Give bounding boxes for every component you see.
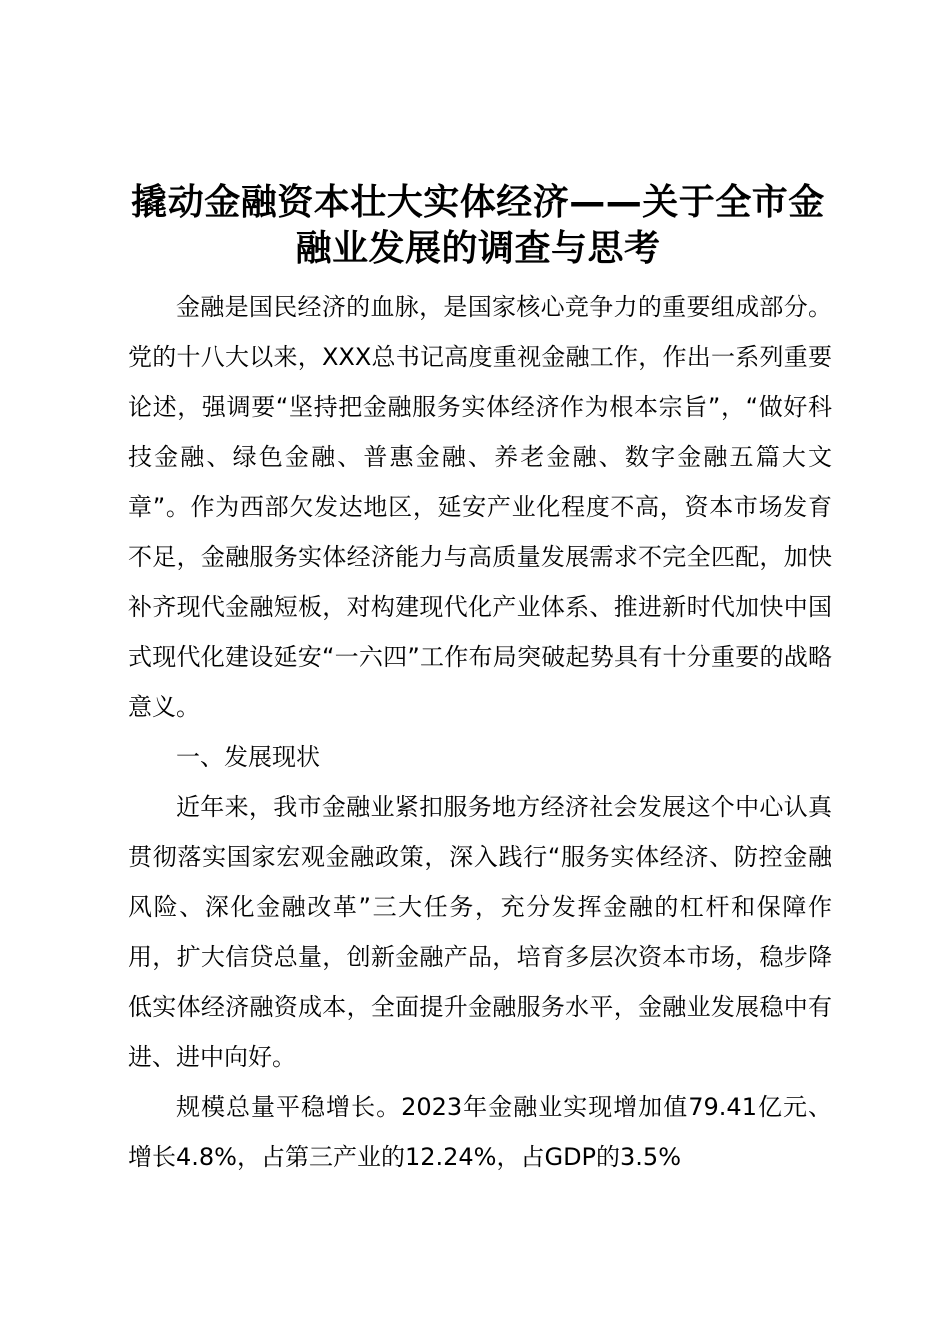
document-body [128, 282, 832, 1182]
document-title: 撬动金融资本壮大实体经济——关于全市金融业发展的调查与思考 [131, 182, 825, 269]
section-heading: 一、发展现状 [176, 743, 320, 771]
intro-paragraph: 金融是国民经济的血脉，是国家核心竞争力的重要组成部分。党的十八大以来，XXX总书记高度重视金融工作，作出一系列重要论述，强调要“坚持把金融服务实体经济作为根本宗旨”，“做好科技金融、绿色金融、普惠金融、养老金融、数字金融五篇大文章”。作为西部欠发达地区，延安产业化程度不高，资本市场发育不足，金融服务实体经济能力与高质量发展需求不完全匹配，加快补齐现代金融短板，对构建现代化产业体系、推进新时代加快中国式现代化建设延安“一六四”工作布局突破起势具有十分重要的战略意义。 [128, 293, 832, 721]
status-paragraph: 近年来，我市金融业紧扣服务地方经济社会发展这个中心认真贯彻落实国家宏观金融政策，深入践行“服务实体经济、防控金融风险、深化金融改革”三大任务，充分发挥金融的杠杆和保障作用，扩大信贷总量，创新金融产品，培育多层次资本市场，稳步降低实体经济融资成本，全面提升金融服务水平，金融业发展稳中有进、进中向好。 [128, 793, 832, 1071]
scale-paragraph: 规模总量平稳增长。2023年金融业实现增加值79.41亿元、增长4.8%，占第三产业的12.24%，占GDP的3.5% [128, 1093, 832, 1171]
